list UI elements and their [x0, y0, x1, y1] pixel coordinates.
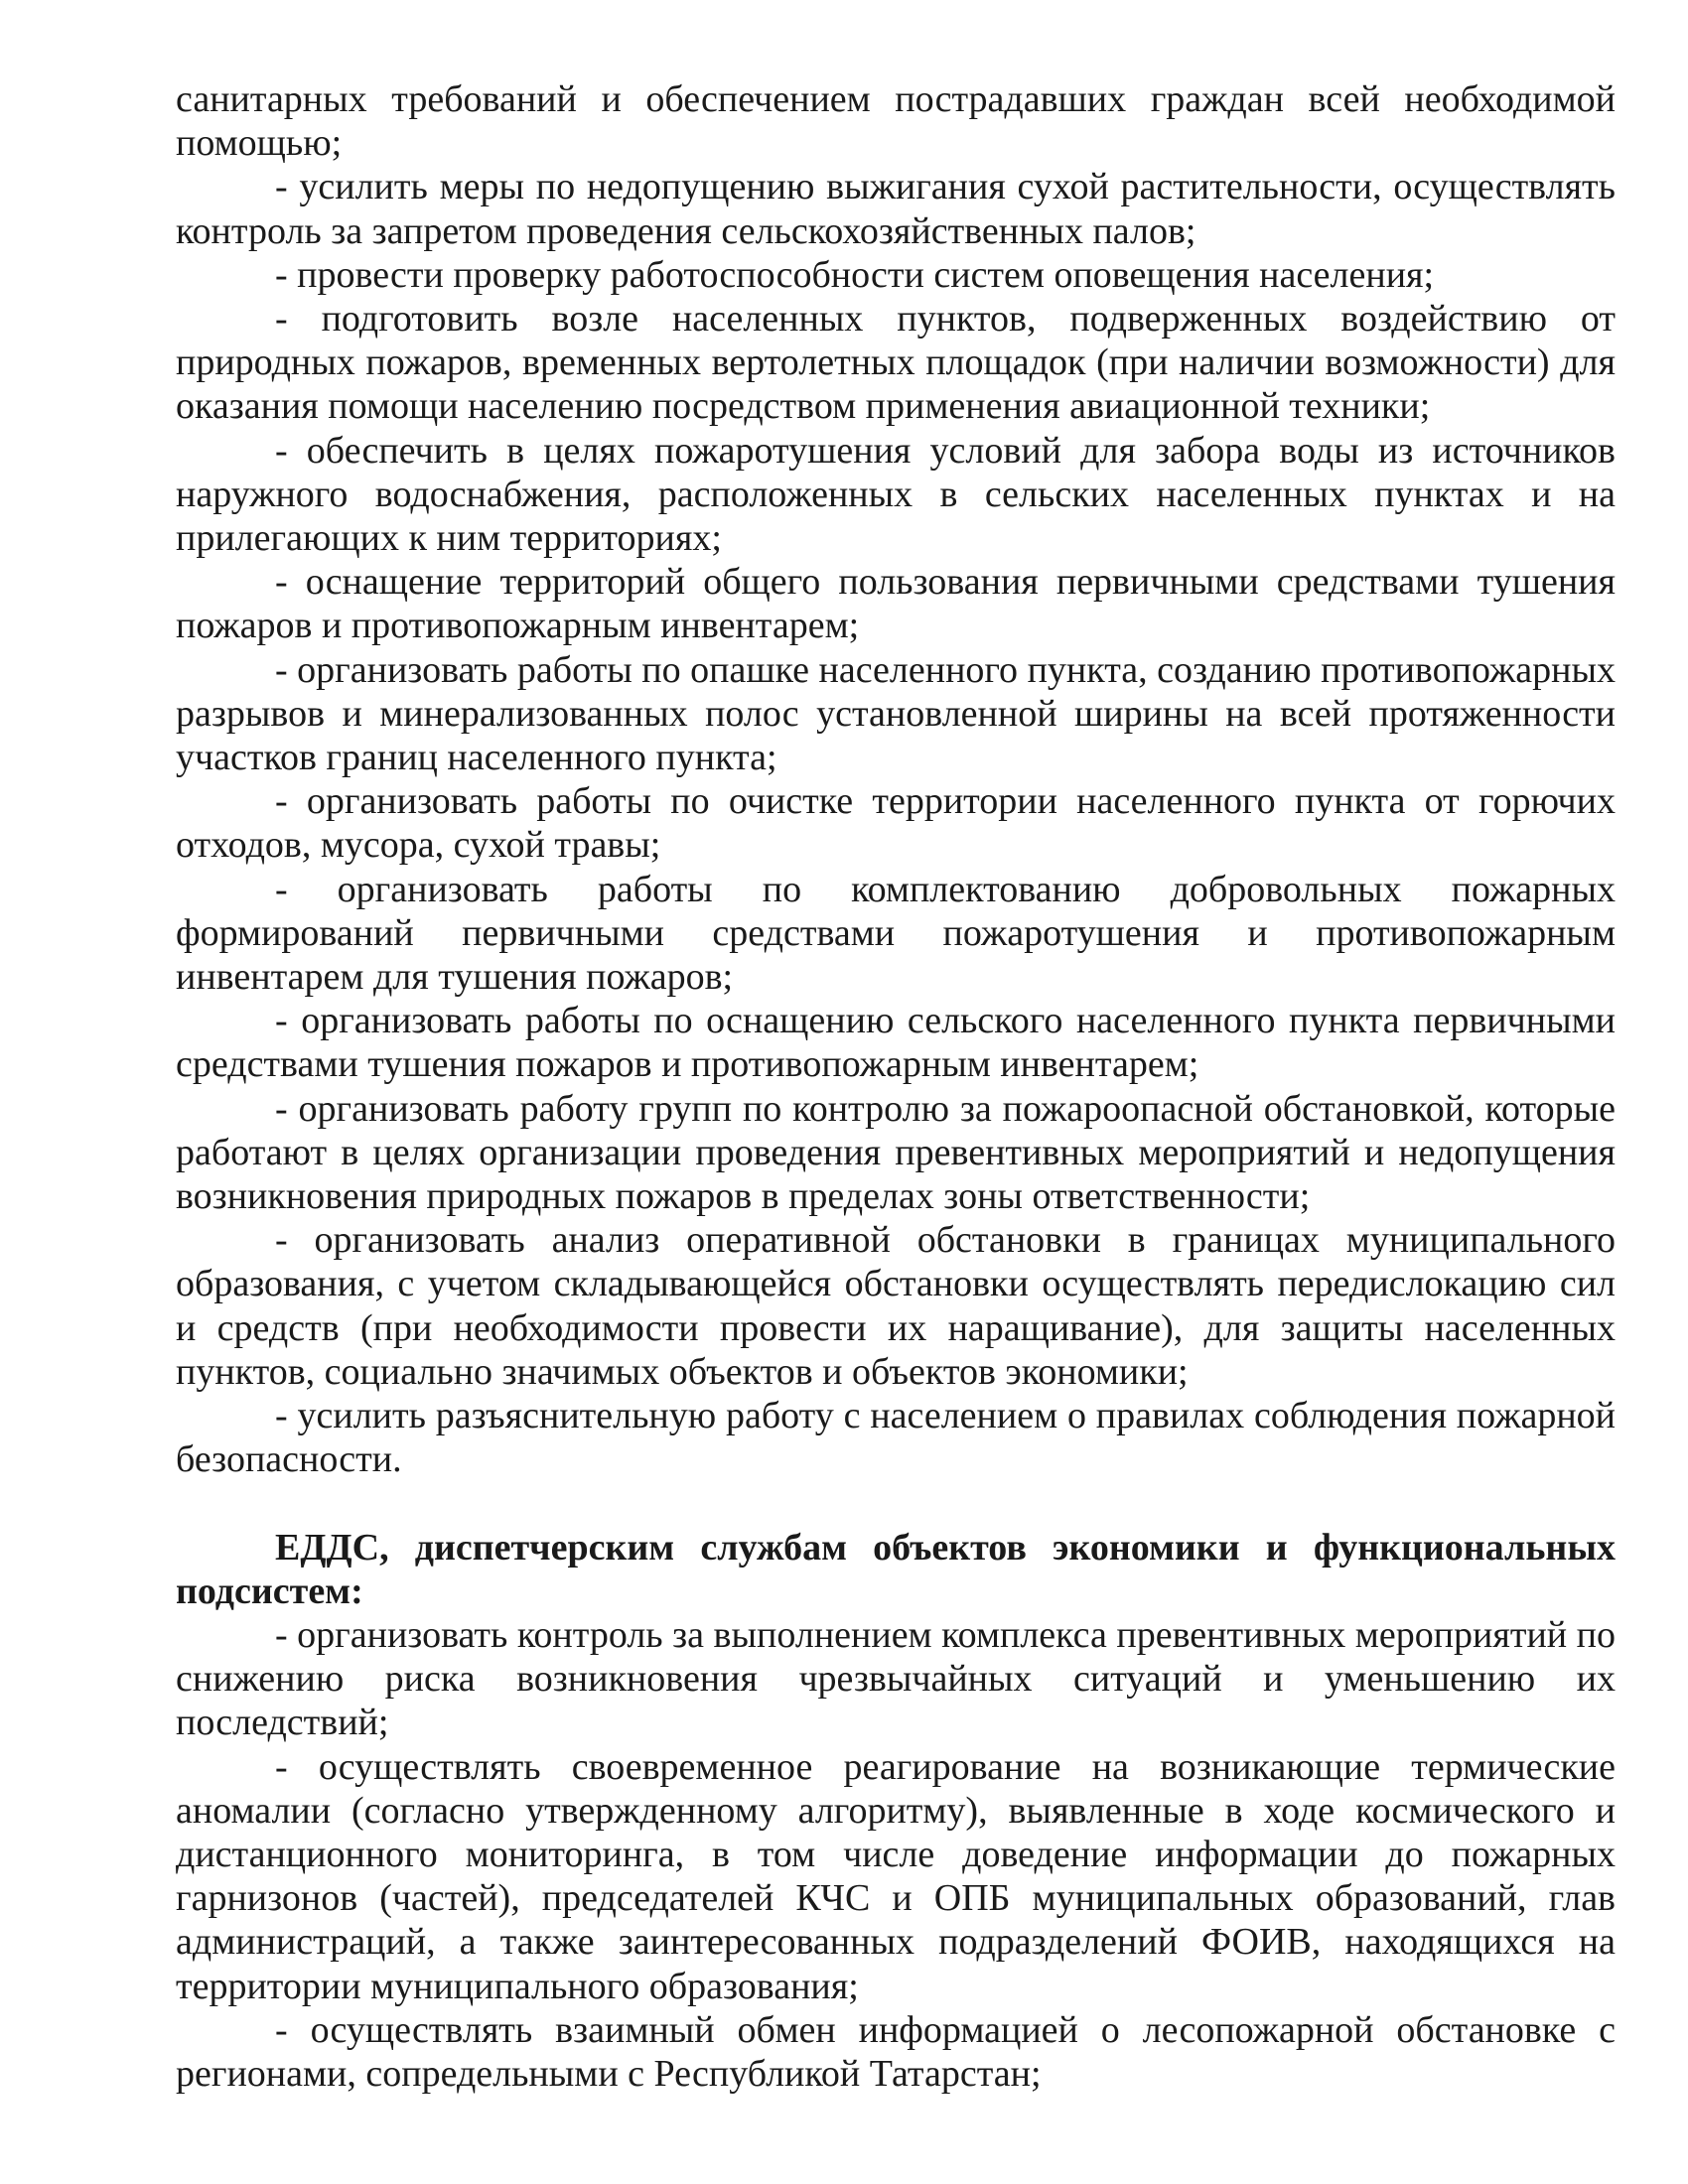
paragraph-situation-analysis: - организовать анализ оперативной обстановки в границах муниципального образования, с учетом складывающейся обстановки осуществлять передислокацию сил и средств (при необходимости провести их наращивание), для защиты населенных пунктов, социально значимых объектов и объектов экономики;	[176, 1219, 1616, 1393]
paragraph-continuation: санитарных требований и обеспечением пострадавших граждан всей необходимой помощью;	[176, 78, 1616, 165]
paragraph-village-equipment: - организовать работы по оснащению сельского населенного пункта первичными средствами тушения пожаров и противопожарным инвентарем;	[176, 1000, 1616, 1086]
paragraph-alert-systems: - провести проверку работоспособности систем оповещения населения;	[275, 253, 1435, 296]
paragraph-firebreaks: - организовать работы по опашке населенного пункта, созданию противопожарных разрывов и минерализованных полос установленной ширины на всей протяженности участков границ населенного пункта;	[176, 648, 1616, 779]
paragraph-water-supply: - обеспечить в целях пожаротушения условий для забора воды из источников наружного водоснабжения, расположенных в сельских населенных пунктах и на прилегающих к ним территориях;	[176, 429, 1616, 560]
paragraph-helipads: - подготовить возле населенных пунктов, подверженных воздействию от природных пожаров, временных вертолетных площадок (при наличии возможности) для оказания помощи населению посредством применения авиационной техники;	[176, 298, 1616, 428]
paragraph-thermal-anomalies: - осуществлять своевременное реагирование на возникающие термические аномалии (согласно утвержденному алгоритму), выявленные в ходе космического и дистанционного мониторинга, в том числе доведение информации до пожарных гарнизонов (частей), председателей КЧС и ОПБ муниципальных образований, глав администраций, а также заинтересованных подразделений ФОИВ, находящихся на территории муниципального образования;	[176, 1745, 1616, 2007]
paragraph-control-groups: - организовать работу групп по контролю за пожароопасной обстановкой, которые работают в целях организации проведения превентивных мероприятий и недопущения возникновения природных пожаров в пределах зоны ответственности;	[176, 1087, 1616, 1218]
paragraph-information-exchange: - осуществлять взаимный обмен информацией о лесопожарной обстановке с регионами, сопредельными с Республикой Татарстан;	[176, 2008, 1616, 2095]
paragraph-volunteer-units: - организовать работы по комплектованию добровольных пожарных формирований первичными средствами пожаротушения и противопожарным инвентарем для тушения пожаров;	[176, 868, 1616, 999]
paragraph-cleaning: - организовать работы по очистке территории населенного пункта от горючих отходов, мусора, сухой травы;	[176, 780, 1616, 867]
document-page	[176, 77, 1616, 2096]
section-heading-edds: ЕДДС, диспетчерским службам объектов экономики и функциональных подсистем:	[176, 1526, 1616, 1612]
paragraph-outreach: - усилить разъяснительную работу с населением о правилах соблюдения пожарной безопасности.	[176, 1395, 1616, 1481]
paragraph-dry-vegetation: - усилить меры по недопущению выжигания сухой растительности, осуществлять контроль за запретом проведения сельскохозяйственных палов;	[176, 166, 1616, 252]
paragraph-preventive-control: - организовать контроль за выполнением комплекса превентивных мероприятий по снижению риска возникновения чрезвычайных ситуаций и уменьшению их последствий;	[176, 1613, 1616, 1744]
paragraph-equipment: - оснащение территорий общего пользования первичными средствами тушения пожаров и противопожарным инвентарем;	[176, 561, 1616, 647]
